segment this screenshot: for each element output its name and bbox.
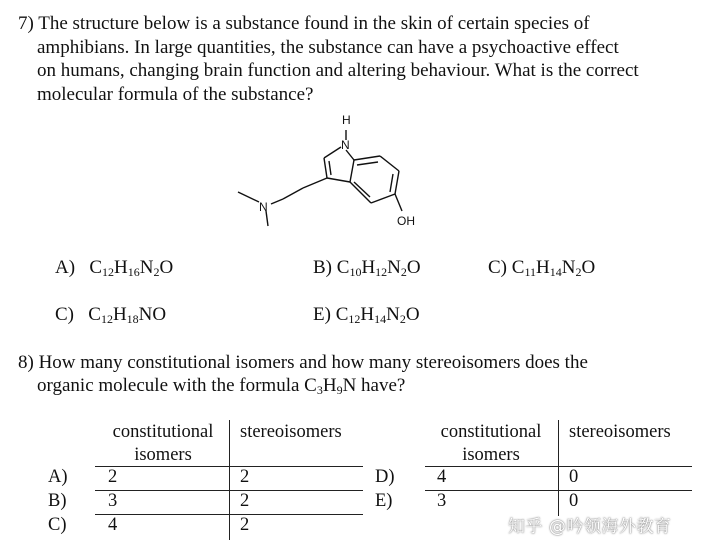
option-formula: $C_{11}H_{14}N_2O$ — [511, 257, 596, 279]
bond — [350, 182, 371, 203]
q7-line-3: on humans, changing brain function and altering behaviour. What is the correct — [37, 60, 639, 81]
q8-line-1: 8) How many constitutional isomers and how many stereoisomers does the — [18, 352, 588, 373]
bond — [354, 156, 380, 160]
header-constitutional: constitutional — [440, 422, 542, 442]
table-rule — [95, 514, 363, 515]
cell-constitutional: 4 — [108, 515, 118, 535]
option-formula: $C_{12}H_{14}N_2O$ — [335, 304, 420, 326]
table-divider — [229, 420, 230, 540]
option-letter: C) — [488, 257, 507, 278]
option-formula: $C_{12}H_{16}N_2O$ — [89, 257, 174, 279]
cell-stereo: 0 — [569, 467, 579, 487]
bond — [303, 178, 327, 188]
answer-letter-a[interactable]: A) — [48, 467, 68, 487]
bond — [395, 194, 402, 211]
q7-line-2: amphibians. In large quantities, the substance can have a psychoactive effect — [37, 37, 619, 58]
table-divider — [558, 420, 559, 516]
bond — [380, 156, 399, 171]
q7-option-d[interactable] — [55, 304, 166, 326]
q7-option-b[interactable] — [313, 257, 421, 279]
bond — [324, 147, 341, 158]
q7-option-c[interactable] — [488, 257, 595, 279]
option-letter: B) — [313, 257, 332, 278]
q7-option-a[interactable] — [55, 257, 173, 279]
cell-constitutional: 2 — [108, 467, 118, 487]
header-isomers: isomers — [134, 445, 192, 465]
cell-constitutional: 4 — [437, 467, 447, 487]
q7-line-4: molecular formula of the substance? — [37, 84, 314, 105]
cell-constitutional: 3 — [437, 491, 447, 511]
bond-double — [357, 162, 378, 165]
answer-letter-c[interactable]: C) — [48, 515, 67, 535]
option-letter: A) — [55, 257, 76, 278]
amine-nitrogen-label: N — [259, 200, 268, 214]
hydrogen-label: H — [342, 113, 351, 127]
bond — [350, 160, 354, 182]
indole-nitrogen-label: N — [341, 138, 350, 152]
header-stereoisomers: stereoisomers — [569, 422, 671, 442]
bond-double — [390, 174, 393, 192]
cell-stereo: 2 — [240, 491, 250, 511]
cell-stereo: 2 — [240, 467, 250, 487]
bond — [395, 171, 399, 194]
bond — [327, 178, 350, 182]
answer-letter-d[interactable]: D) — [375, 467, 395, 487]
header-constitutional: constitutional — [112, 422, 214, 442]
cell-stereo: 0 — [569, 491, 579, 511]
option-formula: $C_{12}H_{18}NO$ — [88, 304, 167, 326]
table-rule — [425, 466, 692, 467]
cell-stereo: 2 — [240, 515, 250, 535]
option-letter: E) — [313, 304, 331, 325]
bond — [283, 188, 303, 199]
q8-line-2: organic molecule with the formula $C_3H_9N$ have? — [37, 375, 406, 397]
hydroxyl-label: OH — [397, 214, 415, 228]
cell-constitutional: 3 — [108, 491, 118, 511]
header-stereoisomers: stereoisomers — [240, 422, 342, 442]
bond — [271, 199, 283, 204]
answer-letter-e[interactable]: E) — [375, 491, 393, 511]
option-formula: $C_{10}H_{12}N_2O$ — [336, 257, 421, 279]
molecular-structure — [230, 108, 420, 238]
bond — [324, 158, 327, 178]
q7-line-1: 7) The structure below is a substance found in the skin of certain species of — [18, 13, 590, 34]
table-rule — [95, 490, 363, 491]
table-rule — [425, 490, 692, 491]
option-letter: C) — [55, 304, 74, 325]
bond-double — [329, 161, 331, 175]
bond — [238, 192, 259, 202]
q7-option-e[interactable] — [313, 304, 420, 326]
watermark: 知乎 @吟领海外教育 — [508, 517, 672, 537]
answer-letter-b[interactable]: B) — [48, 491, 67, 511]
header-isomers: isomers — [462, 445, 520, 465]
table-rule — [95, 466, 363, 467]
bond — [371, 194, 395, 203]
